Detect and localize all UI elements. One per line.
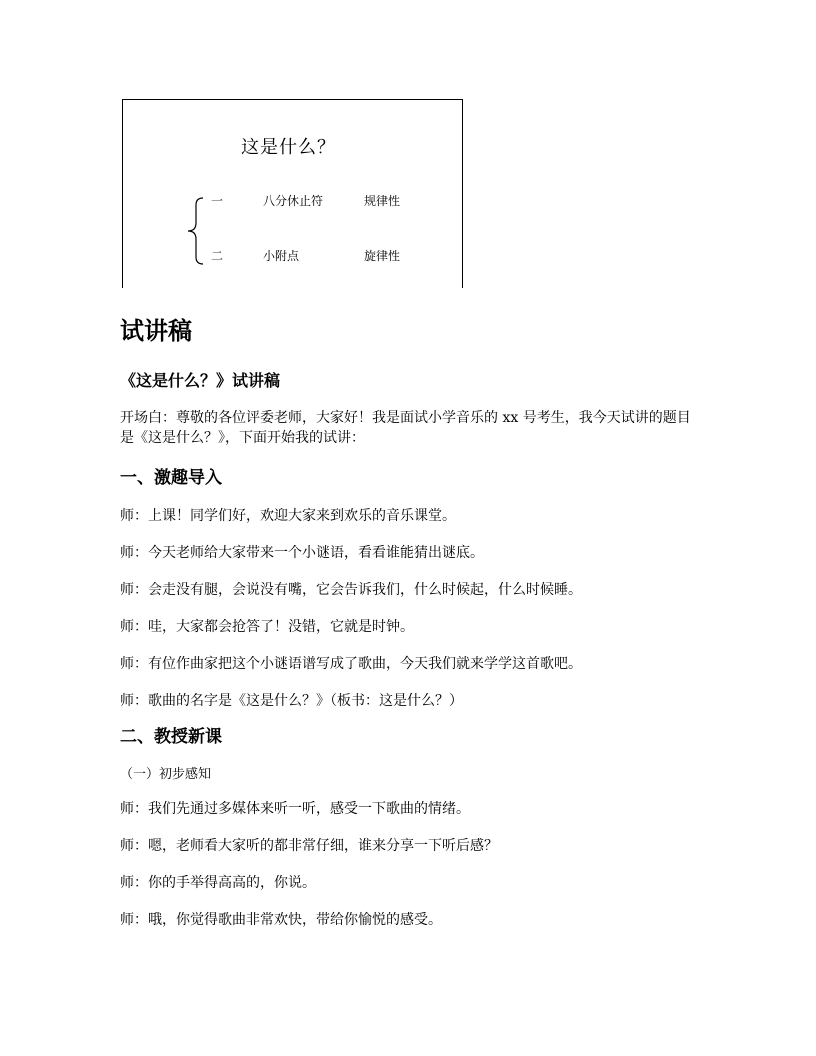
section-1-line: 师：今天老师给大家带来一个小谜语，看看谁能猜出谜底。 (120, 545, 484, 561)
section-1-heading: 一、激趣导入 (120, 468, 222, 488)
board-row-1-feature: 规律性 (364, 194, 401, 208)
board-row-2-num: 二 (211, 249, 224, 263)
board-title: 这是什么？ (241, 137, 336, 158)
section-1-line: 师：歌曲的名字是《这是什么？》（板书：这是什么？） (120, 693, 463, 709)
doc-title: 试讲稿 (120, 317, 192, 345)
blackboard-diagram (122, 99, 463, 288)
section-1-line: 师：上课！同学们好，欢迎大家来到欢乐的音乐课堂。 (120, 508, 456, 524)
board-row-2-item: 小附点 (263, 249, 300, 263)
intro-paragraph: 开场白：尊敬的各位评委老师，大家好！我是面试小学音乐的 xx 号考生，我今天试讲的题目是《这是什么？》，下面开始我的试讲： (120, 410, 691, 446)
section-2-heading: 二、教授新课 (120, 727, 222, 747)
section-1-line: 师：有位作曲家把这个小谜语谱写成了歌曲，今天我们就来学学这首歌吧。 (120, 656, 582, 672)
section-2-line: 师：嗯，老师看大家听的都非常仔细，谁来分享一下听后感？ (120, 838, 498, 854)
document-body (120, 314, 700, 947)
doc-subtitle: 《这是什么？》试讲稿 (120, 371, 281, 390)
curly-brace (183, 195, 207, 267)
section-2-line: 师：我们先通过多媒体来听一听，感受一下歌曲的情绪。 (120, 801, 470, 817)
board-row-1-num: 一 (211, 194, 224, 208)
board-row-1-item: 八分休止符 (263, 194, 324, 208)
section-1-line: 师：会走没有腿，会说没有嘴，它会告诉我们，什么时候起，什么时候睡。 (120, 582, 582, 598)
board-row-2-feature: 旋律性 (364, 249, 401, 263)
section-2-line: 师：哦，你觉得歌曲非常欢快，带给你愉悦的感受。 (120, 912, 442, 928)
section-2-line: 师：你的手举得高高的，你说。 (120, 875, 316, 891)
section-1-line: 师：哇，大家都会抢答了！没错，它就是时钟。 (120, 619, 414, 635)
section-2-subheading: （一）初步感知 (120, 767, 212, 782)
